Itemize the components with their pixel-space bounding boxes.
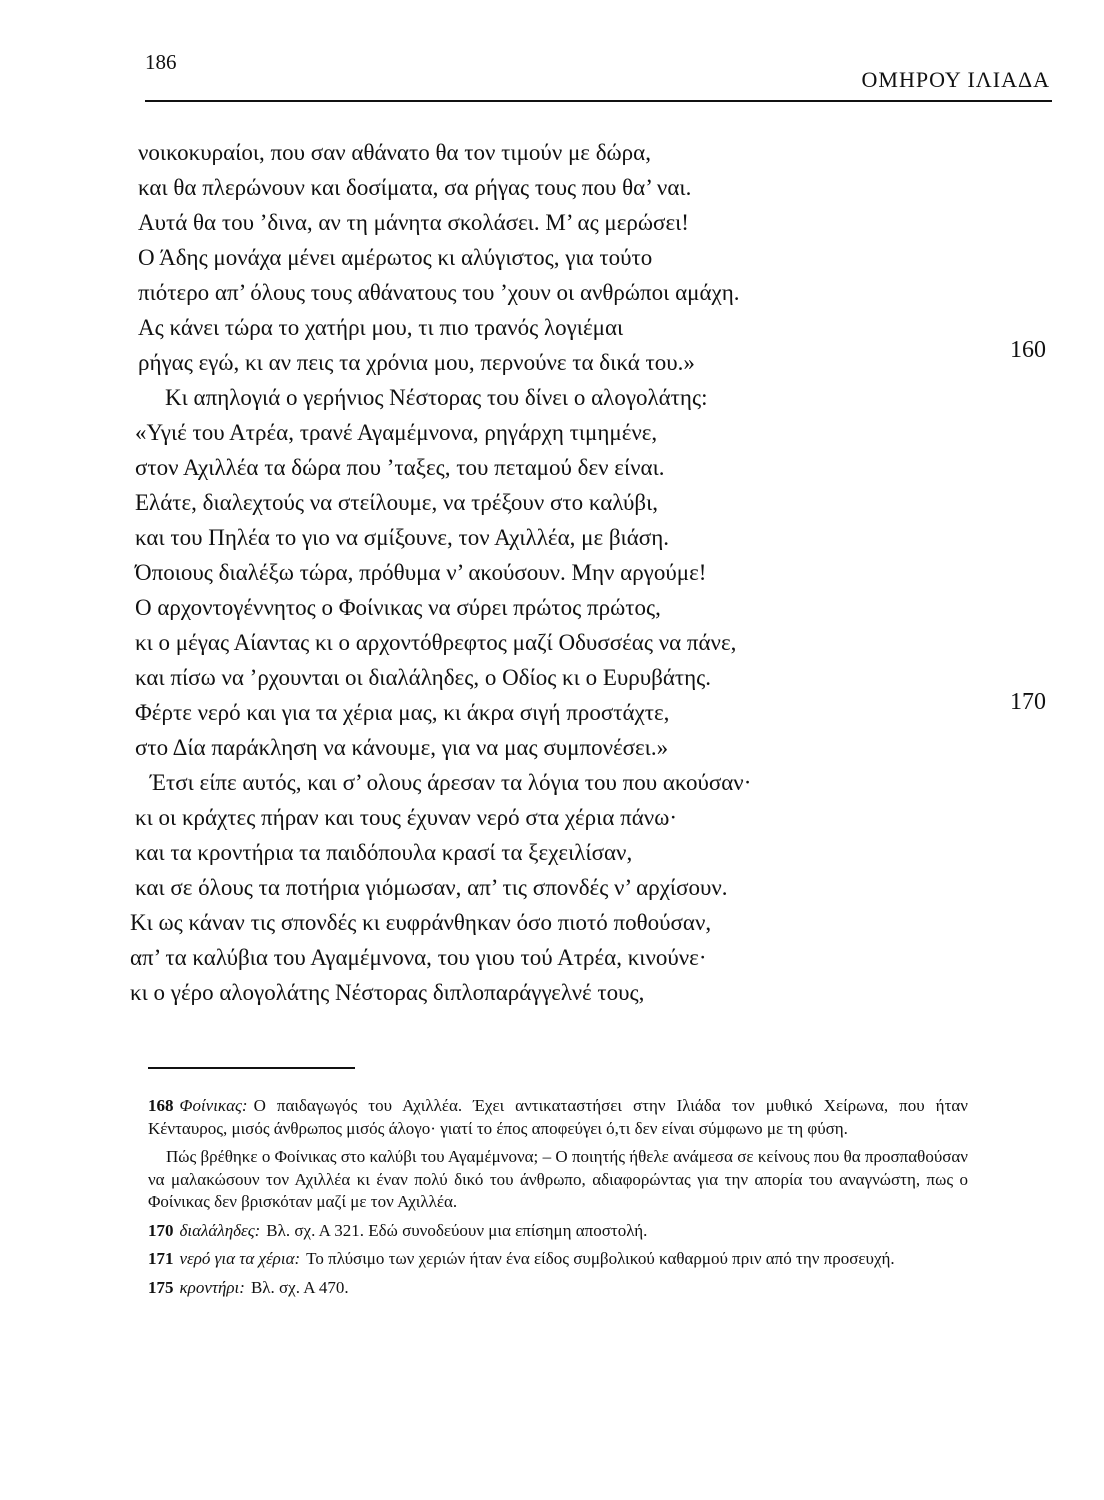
verse-line: ρήγας εγώ, κι αν πεις τα χρόνια μου, περνούνε τα δικά του.» bbox=[138, 350, 695, 375]
verse-line: και πίσω να ’ρχουνται οι διαλάληδες, ο Οδίος κι ο Ευρυβάτης. bbox=[135, 665, 712, 690]
footnote-term: διαλάληδες: bbox=[179, 1220, 261, 1240]
verse-line: «Υγιέ του Ατρέα, τρανέ Αγαμέμνονα, ρηγάρχη τιμημένε, bbox=[135, 420, 658, 445]
footnote bbox=[148, 1248, 968, 1271]
verse-line: κι ο μέγας Αίαντας κι ο αρχοντόθρεφτος μαζί Οδυσσέας να πάνε, bbox=[135, 630, 737, 655]
verse-line: στον Αχιλλέα τα δώρα που ’ταξες, του πεταμού δεν είναι. bbox=[135, 455, 665, 480]
verse-line: Φέρτε νερό και για τα χέρια μας, κι άκρα σιγή προστάχτε, bbox=[135, 700, 670, 725]
verse-line: στο Δία παράκληση να κάνουμε, για να μας συμπονέσει.» bbox=[135, 735, 669, 760]
running-title: ΟΜΗΡΟΥ ΙΛΙΑΔΑ bbox=[861, 67, 1050, 92]
footnotes bbox=[148, 1095, 968, 1305]
footnote-text: Το πλύσιμο των χεριών ήταν ένα είδος συμβολικού καθαρμού πριν από την προσευχή. bbox=[306, 1249, 895, 1268]
verse-line: Αυτά θα του ’δινα, αν τη μάνητα σκολάσει. Μ’ ας μερώσει! bbox=[138, 210, 689, 235]
footnote-number: 170 bbox=[148, 1220, 174, 1240]
verse-line: και του Πηλέα το γιο να σμίξουνε, τον Αχιλλέα, με βιάση. bbox=[135, 525, 669, 550]
footnote-term: κροντήρι: bbox=[179, 1277, 245, 1297]
footnote bbox=[148, 1146, 968, 1214]
footnote-text: Πώς βρέθηκε ο Φοίνικας στο καλύβι του Αγαμέμνονα; – Ο ποιητής ήθελε ανάμεσα σε κείνους που θα προσπαθούσαν να μαλακώσουν τον Αχιλλέα κι έναν πολύ δικό του άνθρωπο, αδιαφορώντας για την απορία του αναγνώστη, πως ο Φοίνικας δεν βρισκόταν μαζί με τον Αχιλλέα. bbox=[148, 1147, 968, 1211]
line-number: 170 bbox=[1010, 689, 1046, 715]
verse-line: Ο αρχοντογέννητος ο Φοίνικας να σύρει πρώτος πρώτος, bbox=[135, 595, 661, 620]
footnote-term: νερό για τα χέρια: bbox=[179, 1249, 301, 1268]
verse-line: Όποιους διαλέξω τώρα, πρόθυμα ν’ ακούσουν. Μην αργούμε! bbox=[135, 560, 707, 585]
verse-line: κι οι κράχτες πήραν και τους έχυναν νερό στα χέρια πάνω· bbox=[135, 805, 678, 830]
footnote-text: Βλ. σχ. Α 321. Εδώ συνοδεύουν μια επίσημη αποστολή. bbox=[266, 1220, 648, 1240]
verse-line: Έτσι είπε αυτός, και σ’ ολους άρεσαν τα λόγια του που ακούσαν· bbox=[150, 770, 752, 795]
footnote-term: Φοίνικας: bbox=[179, 1096, 248, 1115]
line-number: 160 bbox=[1010, 337, 1046, 363]
verse-line: κι ο γέρο αλογολάτης Νέστορας διπλοπαράγγελνέ τους, bbox=[130, 980, 645, 1005]
footnote bbox=[148, 1220, 968, 1243]
footnote bbox=[148, 1277, 968, 1300]
verse-line: Ας κάνει τώρα το χατήρι μου, τι πιο τρανός λογιέμαι bbox=[138, 315, 624, 340]
page-header bbox=[145, 48, 1052, 102]
verse-line: και σε όλους τα ποτήρια γιόμωσαν, απ’ τις σπονδές ν’ αρχίσουν. bbox=[135, 875, 728, 900]
footnote-number: 175 bbox=[148, 1277, 174, 1297]
verse-line: πιότερο απ’ όλους τους αθάνατους του ’χουν οι ανθρώποι αμάχη. bbox=[138, 280, 740, 305]
footnote bbox=[148, 1095, 968, 1140]
footnote-text: Ο παιδαγωγός του Αχιλλέα. Έχει αντικαταστήσει στην Ιλιάδα τον μυθικό Χείρωνα, που ήταν Κένταυρος, μισός άνθρωπος μισός άλογο· γιατί το έπος αποφεύγει ό,τι δεν είναι σύμφωνο με τη φύση. bbox=[148, 1096, 968, 1138]
footnote-number: 168 bbox=[148, 1096, 174, 1115]
footnote-number: 171 bbox=[148, 1249, 174, 1268]
verse-line: νοικοκυραίοι, που σαν αθάνατο θα τον τιμούν με δώρα, bbox=[138, 140, 651, 165]
verse-line: και τα κροντήρια τα παιδόπουλα κρασί τα ξεχειλίσαν, bbox=[135, 840, 633, 865]
page-number: 186 bbox=[145, 50, 177, 74]
verse-line: και θα πλερώνουν και δοσίματα, σα ρήγας τους που θα’ ναι. bbox=[138, 175, 692, 200]
verse-line: Ελάτε, διαλεχτούς να στείλουμε, να τρέξουν στο καλύβι, bbox=[135, 490, 659, 515]
verse-line: Ο Άδης μονάχα μένει αμέρωτος κι αλύγιστος, για τούτο bbox=[138, 245, 653, 270]
verse-line: απ’ τα καλύβια του Αγαμέμνονα, του γιου τού Ατρέα, κινούνε· bbox=[130, 945, 707, 970]
footnote-text: Βλ. σχ. Α 470. bbox=[250, 1277, 349, 1297]
verse-line: Κι ως κάναν τις σπονδές κι ευφράνθηκαν όσο πιοτό ποθούσαν, bbox=[130, 910, 712, 935]
verse-line: Κι απηλογιά ο γερήνιος Νέστορας του δίνει ο αλογολάτης: bbox=[165, 385, 708, 410]
footnote-separator bbox=[148, 1067, 355, 1069]
